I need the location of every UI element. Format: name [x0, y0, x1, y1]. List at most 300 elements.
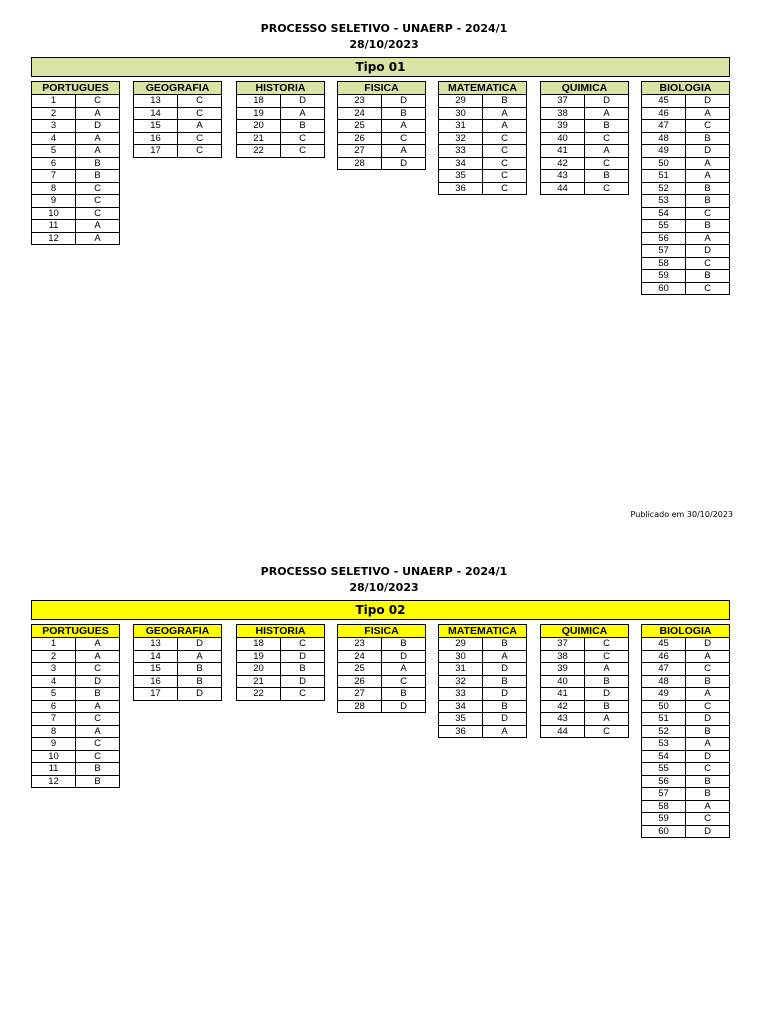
table-row — [541, 107, 629, 120]
table-row — [134, 688, 222, 701]
subject-table-geografia — [133, 624, 222, 701]
table-row — [439, 675, 527, 688]
table-row — [541, 170, 629, 183]
answer-letter: C — [686, 207, 730, 220]
table-row — [338, 132, 426, 145]
question-number: 19 — [237, 650, 281, 663]
table-row — [439, 638, 527, 651]
answer-letter: A — [686, 232, 730, 245]
answer-letter: D — [585, 688, 629, 701]
answer-letter: C — [178, 95, 222, 108]
table-row — [32, 95, 120, 108]
question-number: 57 — [642, 788, 686, 801]
answer-letter: A — [585, 145, 629, 158]
table-row — [32, 157, 120, 170]
question-number: 49 — [642, 145, 686, 158]
table-row — [32, 232, 120, 245]
subject-header: GEOGRAFIA — [134, 625, 222, 638]
answer-letter: A — [686, 738, 730, 751]
table-row — [32, 675, 120, 688]
question-number: 47 — [642, 120, 686, 133]
question-number: 6 — [32, 157, 76, 170]
subject-header: HISTORIA — [237, 82, 325, 95]
table-row — [338, 675, 426, 688]
answer-letter: C — [483, 182, 527, 195]
table-row — [134, 107, 222, 120]
question-number: 20 — [237, 120, 281, 133]
answer-letter: C — [686, 663, 730, 676]
answer-letter: A — [76, 132, 120, 145]
answer-letter: D — [76, 120, 120, 133]
table-row — [642, 232, 730, 245]
answer-letter: A — [686, 107, 730, 120]
question-number: 58 — [642, 800, 686, 813]
table-row — [134, 663, 222, 676]
answer-letter: C — [686, 763, 730, 776]
table-row — [32, 738, 120, 751]
table-row — [32, 170, 120, 183]
table-row — [237, 132, 325, 145]
table-row — [338, 700, 426, 713]
answer-letter: C — [585, 157, 629, 170]
table-row — [134, 650, 222, 663]
question-number: 14 — [134, 650, 178, 663]
answer-letter: B — [76, 688, 120, 701]
block-date: 28/10/2023 — [349, 581, 419, 594]
question-number: 13 — [134, 95, 178, 108]
answer-letter: D — [686, 750, 730, 763]
answer-letter: C — [483, 157, 527, 170]
answer-letter: C — [76, 663, 120, 676]
answer-letter: C — [686, 120, 730, 133]
question-number: 18 — [237, 95, 281, 108]
answer-letter: B — [281, 663, 325, 676]
table-row — [642, 282, 730, 295]
question-number: 12 — [32, 232, 76, 245]
answer-table — [438, 624, 527, 738]
question-number: 9 — [32, 195, 76, 208]
table-row — [642, 725, 730, 738]
table-row — [439, 132, 527, 145]
subject-header: PORTUGUES — [32, 625, 120, 638]
answer-letter: D — [686, 95, 730, 108]
table-row — [541, 157, 629, 170]
question-number: 26 — [338, 132, 382, 145]
block-date: 28/10/2023 — [349, 38, 419, 51]
subject-header: QUIMICA — [541, 82, 629, 95]
answer-letter: C — [483, 145, 527, 158]
table-row — [439, 688, 527, 701]
answer-table — [641, 624, 730, 838]
answer-letter: B — [483, 675, 527, 688]
answer-table — [236, 624, 325, 701]
question-number: 15 — [134, 663, 178, 676]
table-row — [439, 725, 527, 738]
answer-letter: D — [686, 245, 730, 258]
subject-header: BIOLOGIA — [642, 625, 730, 638]
table-row — [439, 170, 527, 183]
table-row — [439, 713, 527, 726]
question-number: 1 — [32, 638, 76, 651]
question-number: 4 — [32, 132, 76, 145]
question-number: 46 — [642, 650, 686, 663]
answer-letter: D — [382, 700, 426, 713]
table-row — [642, 170, 730, 183]
subject-table-fisica — [337, 624, 426, 713]
answer-letter: B — [686, 220, 730, 233]
subject-table-quimica — [540, 81, 629, 195]
answer-letter: B — [686, 788, 730, 801]
table-row — [237, 145, 325, 158]
table-row — [642, 825, 730, 838]
question-number: 9 — [32, 738, 76, 751]
question-number: 56 — [642, 775, 686, 788]
question-number: 12 — [32, 775, 76, 788]
answer-letter: D — [686, 713, 730, 726]
answer-letter: A — [483, 725, 527, 738]
table-row — [642, 257, 730, 270]
question-number: 56 — [642, 232, 686, 245]
question-number: 33 — [439, 145, 483, 158]
question-number: 30 — [439, 107, 483, 120]
answer-letter: B — [382, 688, 426, 701]
question-number: 57 — [642, 245, 686, 258]
table-row — [642, 145, 730, 158]
table-row — [338, 145, 426, 158]
answer-letter: C — [483, 170, 527, 183]
table-row — [338, 663, 426, 676]
question-number: 3 — [32, 663, 76, 676]
answer-table — [31, 624, 120, 788]
answer-letter: A — [686, 170, 730, 183]
answer-letter: A — [483, 107, 527, 120]
table-row — [439, 157, 527, 170]
subject-table-biologia — [641, 624, 730, 838]
block-title: PROCESSO SELETIVO - UNAERP - 2024/1 — [260, 565, 508, 578]
table-row — [642, 638, 730, 651]
answer-letter: C — [585, 650, 629, 663]
question-number: 11 — [32, 220, 76, 233]
table-row — [642, 245, 730, 258]
answer-letter: D — [382, 157, 426, 170]
answer-letter: A — [178, 650, 222, 663]
table-row — [32, 750, 120, 763]
answer-letter: A — [382, 120, 426, 133]
table-row — [338, 688, 426, 701]
subject-header: BIOLOGIA — [642, 82, 730, 95]
table-row — [237, 663, 325, 676]
question-number: 40 — [541, 132, 585, 145]
answer-letter: D — [281, 650, 325, 663]
answer-table — [337, 81, 426, 170]
question-number: 1 — [32, 95, 76, 108]
table-row — [439, 663, 527, 676]
table-row — [32, 120, 120, 133]
question-number: 2 — [32, 650, 76, 663]
answer-table — [641, 81, 730, 295]
table-row — [541, 713, 629, 726]
answer-letter: D — [686, 638, 730, 651]
answer-letter: C — [178, 107, 222, 120]
question-number: 42 — [541, 700, 585, 713]
table-row — [541, 638, 629, 651]
table-row — [32, 713, 120, 726]
question-number: 45 — [642, 95, 686, 108]
question-number: 45 — [642, 638, 686, 651]
answer-letter: D — [483, 663, 527, 676]
answer-table — [133, 81, 222, 158]
answer-letter: A — [76, 220, 120, 233]
question-number: 53 — [642, 738, 686, 751]
subject-table-portugues — [31, 624, 120, 788]
answer-letter: C — [382, 675, 426, 688]
question-number: 22 — [237, 145, 281, 158]
answer-letter: D — [686, 825, 730, 838]
table-row — [237, 95, 325, 108]
table-row — [134, 145, 222, 158]
table-row — [32, 145, 120, 158]
answer-letter: B — [178, 675, 222, 688]
table-row — [642, 107, 730, 120]
answer-letter: B — [585, 170, 629, 183]
question-number: 40 — [541, 675, 585, 688]
question-number: 44 — [541, 182, 585, 195]
answer-letter: D — [178, 638, 222, 651]
table-row — [439, 700, 527, 713]
question-number: 32 — [439, 132, 483, 145]
question-number: 52 — [642, 182, 686, 195]
subject-header: PORTUGUES — [32, 82, 120, 95]
table-row — [32, 775, 120, 788]
answer-letter: C — [585, 638, 629, 651]
answer-letter: B — [76, 157, 120, 170]
answer-letter: C — [382, 132, 426, 145]
question-number: 28 — [338, 700, 382, 713]
question-number: 54 — [642, 207, 686, 220]
question-number: 38 — [541, 650, 585, 663]
question-number: 38 — [541, 107, 585, 120]
question-number: 13 — [134, 638, 178, 651]
question-number: 55 — [642, 763, 686, 776]
table-row — [134, 132, 222, 145]
question-number: 37 — [541, 638, 585, 651]
answer-letter: C — [686, 700, 730, 713]
table-row — [642, 650, 730, 663]
answer-letter: D — [483, 713, 527, 726]
question-number: 5 — [32, 688, 76, 701]
table-row — [237, 638, 325, 651]
answer-letter: B — [585, 700, 629, 713]
table-row — [642, 788, 730, 801]
question-number: 21 — [237, 675, 281, 688]
answer-letter: C — [76, 182, 120, 195]
answer-letter: A — [76, 725, 120, 738]
question-number: 21 — [237, 132, 281, 145]
question-number: 15 — [134, 120, 178, 133]
answer-letter: C — [178, 145, 222, 158]
answer-table — [438, 81, 527, 195]
table-row — [32, 182, 120, 195]
answer-letter: B — [686, 775, 730, 788]
answer-letter: B — [686, 725, 730, 738]
answer-letter: A — [76, 650, 120, 663]
table-row — [642, 763, 730, 776]
answer-letter: A — [585, 107, 629, 120]
question-number: 47 — [642, 663, 686, 676]
table-row — [642, 195, 730, 208]
question-number: 19 — [237, 107, 281, 120]
question-number: 28 — [338, 157, 382, 170]
question-number: 39 — [541, 663, 585, 676]
table-row — [642, 157, 730, 170]
question-number: 33 — [439, 688, 483, 701]
question-number: 50 — [642, 700, 686, 713]
answer-letter: C — [76, 738, 120, 751]
table-row — [642, 120, 730, 133]
table-row — [541, 725, 629, 738]
answer-letter: D — [281, 675, 325, 688]
table-row — [338, 120, 426, 133]
table-row — [541, 132, 629, 145]
answer-letter: C — [76, 95, 120, 108]
table-row — [32, 195, 120, 208]
question-number: 35 — [439, 170, 483, 183]
answer-letter: D — [178, 688, 222, 701]
subject-header: FISICA — [338, 82, 426, 95]
answer-letter: D — [281, 95, 325, 108]
answer-letter: B — [483, 95, 527, 108]
tipo-banner: Tipo 01 — [31, 57, 730, 77]
question-number: 5 — [32, 145, 76, 158]
answer-letter: D — [483, 688, 527, 701]
answer-letter: C — [281, 132, 325, 145]
subject-table-geografia — [133, 81, 222, 158]
subject-table-biologia — [641, 81, 730, 295]
answer-letter: A — [483, 120, 527, 133]
question-number: 16 — [134, 132, 178, 145]
question-number: 23 — [338, 95, 382, 108]
table-row — [32, 763, 120, 776]
question-number: 46 — [642, 107, 686, 120]
question-number: 42 — [541, 157, 585, 170]
subject-table-historia — [236, 624, 325, 701]
subject-table-matematica — [438, 81, 527, 195]
question-number: 48 — [642, 675, 686, 688]
table-row — [439, 182, 527, 195]
table-row — [642, 270, 730, 283]
question-number: 16 — [134, 675, 178, 688]
question-number: 27 — [338, 688, 382, 701]
table-row — [642, 182, 730, 195]
table-row — [32, 220, 120, 233]
table-row — [237, 650, 325, 663]
question-number: 60 — [642, 825, 686, 838]
question-number: 17 — [134, 688, 178, 701]
answer-letter: B — [686, 675, 730, 688]
answer-letter: C — [686, 282, 730, 295]
question-number: 48 — [642, 132, 686, 145]
answer-letter: D — [382, 95, 426, 108]
published-note: Publicado em 30/10/2023 — [630, 510, 733, 519]
answer-letter: A — [281, 107, 325, 120]
question-number: 58 — [642, 257, 686, 270]
answer-letter: A — [382, 663, 426, 676]
answer-letter: B — [281, 120, 325, 133]
table-row — [541, 182, 629, 195]
question-number: 25 — [338, 663, 382, 676]
question-number: 29 — [439, 95, 483, 108]
table-row — [338, 107, 426, 120]
subject-header: MATEMATICA — [439, 82, 527, 95]
table-row — [237, 688, 325, 701]
table-row — [134, 120, 222, 133]
table-row — [237, 120, 325, 133]
table-row — [642, 700, 730, 713]
question-number: 54 — [642, 750, 686, 763]
table-row — [642, 775, 730, 788]
table-row — [541, 663, 629, 676]
table-row — [541, 650, 629, 663]
subject-table-fisica — [337, 81, 426, 170]
answer-letter: A — [483, 650, 527, 663]
answer-letter: B — [483, 638, 527, 651]
answer-letter: C — [585, 132, 629, 145]
answer-table — [31, 81, 120, 245]
table-row — [32, 725, 120, 738]
question-number: 2 — [32, 107, 76, 120]
answer-letter: C — [76, 195, 120, 208]
answer-letter: C — [483, 132, 527, 145]
question-number: 37 — [541, 95, 585, 108]
question-number: 22 — [237, 688, 281, 701]
question-number: 52 — [642, 725, 686, 738]
answer-letter: A — [686, 650, 730, 663]
table-row — [642, 663, 730, 676]
table-row — [32, 688, 120, 701]
subject-table-matematica — [438, 624, 527, 738]
table-row — [439, 650, 527, 663]
table-row — [32, 207, 120, 220]
answer-letter: B — [585, 120, 629, 133]
answer-letter: D — [585, 95, 629, 108]
table-row — [642, 813, 730, 826]
answer-table — [337, 624, 426, 713]
question-number: 49 — [642, 688, 686, 701]
table-row — [338, 638, 426, 651]
question-number: 29 — [439, 638, 483, 651]
question-number: 11 — [32, 763, 76, 776]
question-number: 39 — [541, 120, 585, 133]
question-number: 32 — [439, 675, 483, 688]
answer-letter: B — [76, 763, 120, 776]
table-row — [338, 650, 426, 663]
answer-letter: C — [76, 750, 120, 763]
tipo-banner: Tipo 02 — [31, 600, 730, 620]
question-number: 8 — [32, 725, 76, 738]
answer-letter: B — [686, 132, 730, 145]
table-row — [439, 120, 527, 133]
question-number: 59 — [642, 270, 686, 283]
question-number: 35 — [439, 713, 483, 726]
question-number: 7 — [32, 713, 76, 726]
answer-letter: A — [76, 145, 120, 158]
answer-letter: A — [76, 700, 120, 713]
answer-letter: C — [686, 257, 730, 270]
answer-letter: A — [178, 120, 222, 133]
question-number: 60 — [642, 282, 686, 295]
question-number: 30 — [439, 650, 483, 663]
answer-table — [236, 81, 325, 158]
